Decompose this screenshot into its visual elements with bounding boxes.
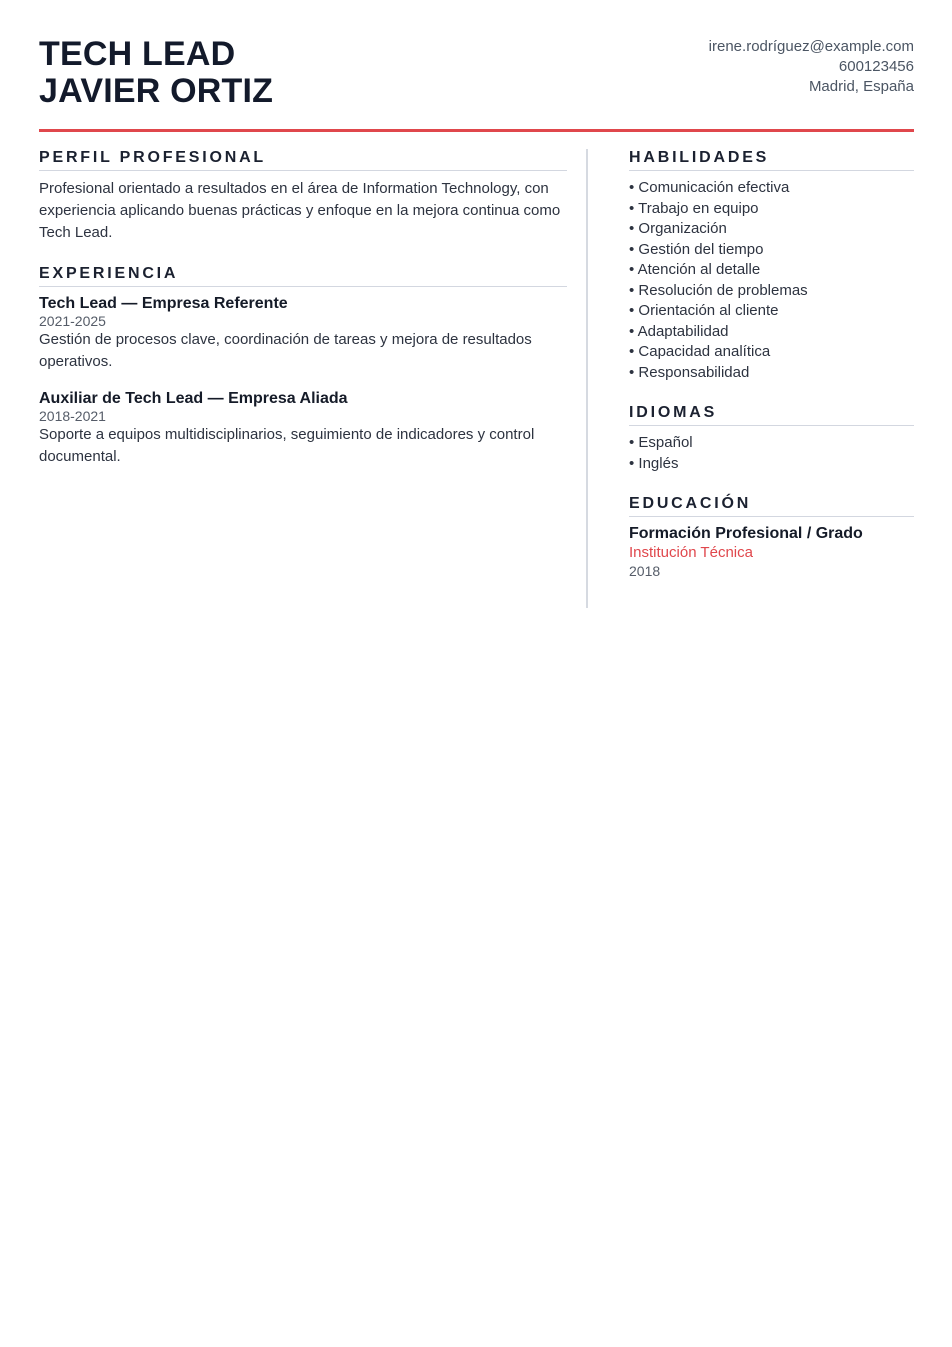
skill-item: • Trabajo en equipo xyxy=(629,199,759,217)
skill-item: • Gestión del tiempo xyxy=(629,240,764,258)
name-block xyxy=(39,36,273,110)
education-section xyxy=(629,495,914,581)
skill-item: • Atención al detalle xyxy=(629,261,761,278)
experience-item xyxy=(39,389,567,468)
header-accent-divider xyxy=(39,129,914,132)
contact-email: irene.rodríguez@example.com xyxy=(708,38,914,55)
languages-section xyxy=(629,404,914,474)
education-institution: Institución Técnica xyxy=(629,544,753,561)
experience-item-description: Soporte a equipos multidisciplinarios, seguimiento de indicadores y control documental. xyxy=(39,426,535,465)
contact-location: Madrid, España xyxy=(808,78,914,95)
experience-item-dates: 2018-2021 xyxy=(39,408,106,424)
job-title-heading: TECH LEAD xyxy=(39,35,236,73)
skill-item: • Adaptabilidad xyxy=(629,322,729,340)
skills-list xyxy=(629,178,914,383)
languages-list xyxy=(629,433,914,474)
language-item: • Español xyxy=(629,434,693,451)
skill-item: • Responsabilidad xyxy=(629,363,750,381)
skill-item: • Organización xyxy=(629,220,727,237)
skill-item: • Capacidad analítica xyxy=(629,343,771,360)
experience-item xyxy=(39,294,567,373)
profile-section xyxy=(39,149,567,244)
profile-section-title: PERFIL PROFESIONAL xyxy=(39,149,567,171)
languages-section-title: IDIOMAS xyxy=(629,404,914,426)
experience-section-title: EXPERIENCIA xyxy=(39,265,567,287)
profile-text: Profesional orientado a resultados en el área de Information Technology, con experiencia aplicando buenas prácticas y enfoque en la mejora continua como Tech Lead. xyxy=(39,180,561,241)
experience-item-title: Tech Lead — Empresa Referente xyxy=(39,295,288,312)
column-divider xyxy=(586,149,588,608)
education-section-title: EDUCACIÓN xyxy=(629,495,914,517)
experience-item-dates: 2021-2025 xyxy=(39,313,106,329)
experience-section xyxy=(39,265,567,468)
skill-item: • Resolución de problemas xyxy=(629,281,808,299)
contact-phone: 600123456 xyxy=(838,58,914,75)
skills-section xyxy=(629,149,914,383)
resume-page xyxy=(39,36,914,608)
skill-item: • Orientación al cliente xyxy=(629,302,779,319)
resume-columns xyxy=(39,149,914,608)
person-name-heading: JAVIER ORTIZ xyxy=(39,72,274,110)
contact-info xyxy=(709,36,914,97)
experience-item-title: Auxiliar de Tech Lead — Empresa Aliada xyxy=(39,390,348,407)
skill-item: • Comunicación efectiva xyxy=(629,179,790,196)
education-year: 2018 xyxy=(629,563,661,579)
right-column xyxy=(629,149,914,608)
left-column xyxy=(39,149,567,608)
education-degree: Formación Profesional / Grado xyxy=(629,525,863,542)
skills-section-title: HABILIDADES xyxy=(629,149,914,171)
experience-item-description: Gestión de procesos clave, coordinación de tareas y mejora de resultados operativos. xyxy=(39,331,532,370)
resume-header xyxy=(39,36,914,129)
language-item: • Inglés xyxy=(629,454,679,472)
